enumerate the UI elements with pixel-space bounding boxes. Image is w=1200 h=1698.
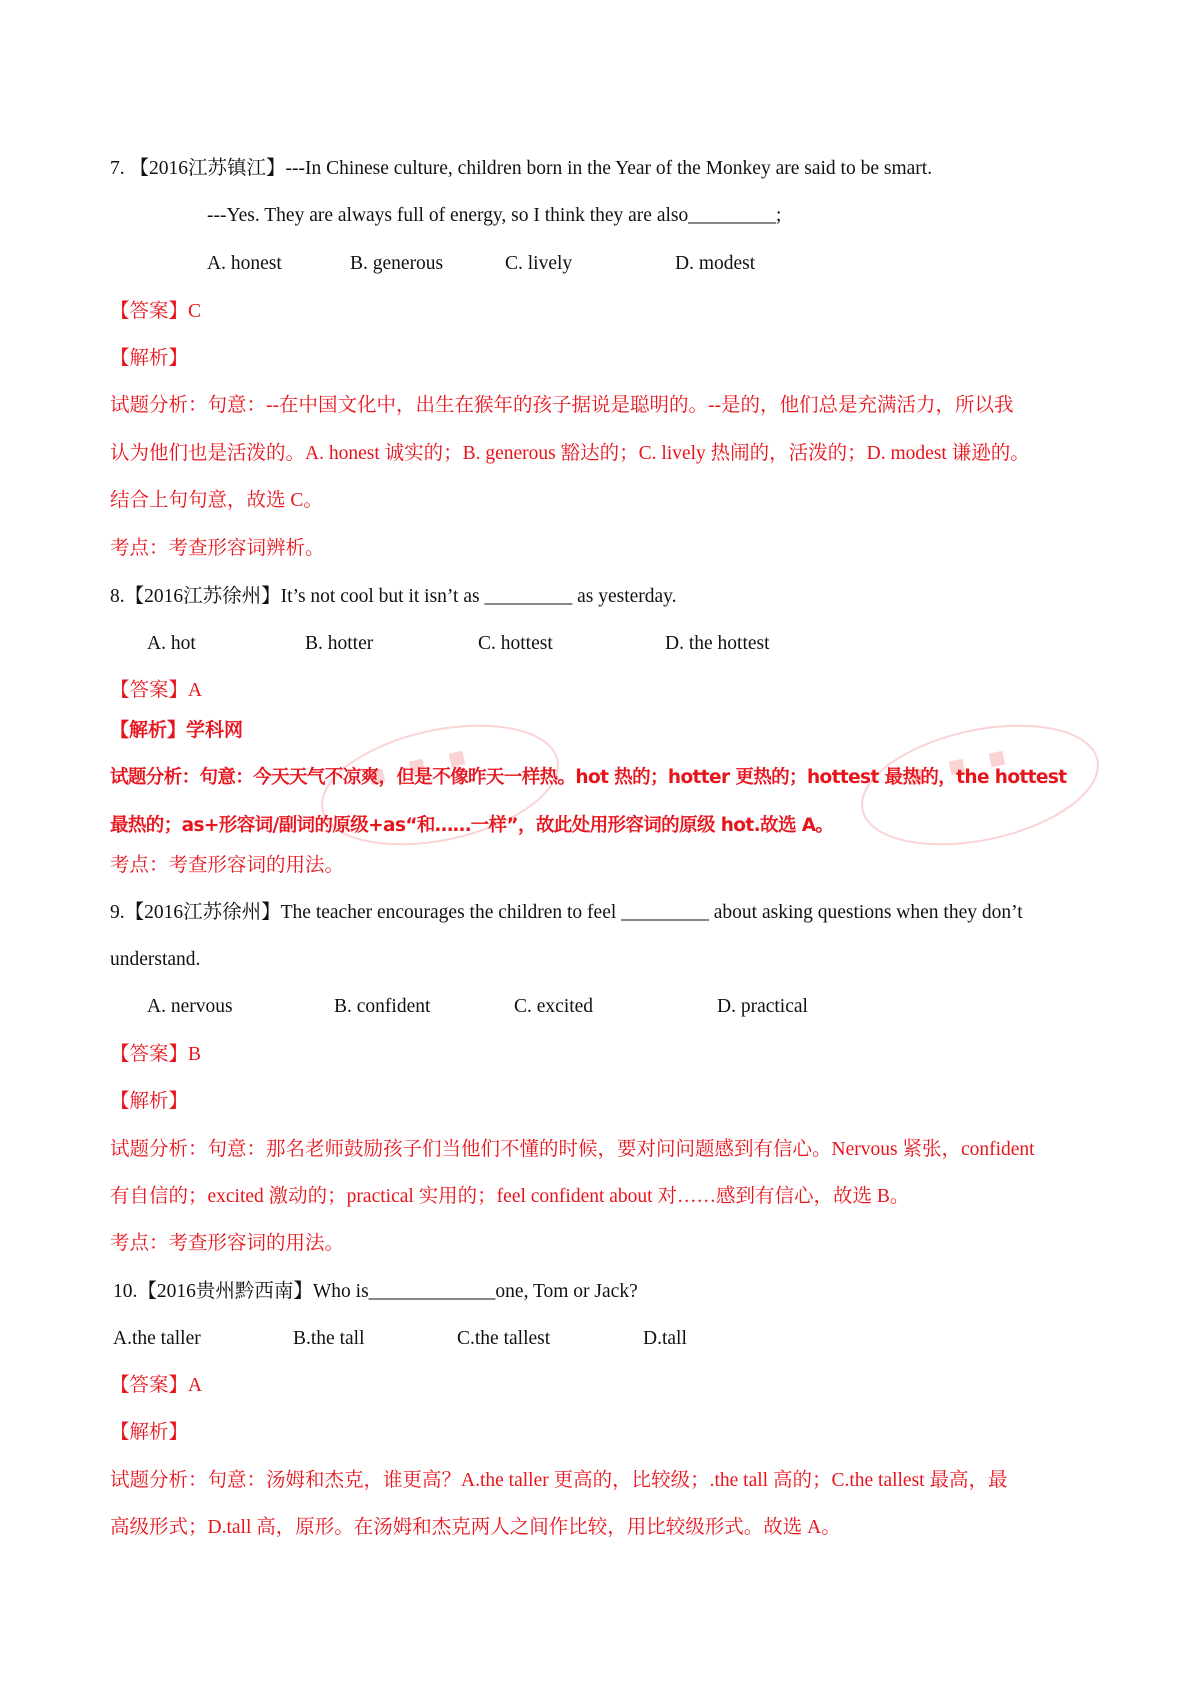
q7-analysis-label: 【解析】 <box>110 348 189 369</box>
q8-point: 考点：考查形容词的用法。 <box>110 855 345 876</box>
q7-option-a: A. honest <box>207 253 282 274</box>
q9-analysis-line-2: 有自信的；excited 激动的；practical 实用的；feel confident about 对……感到有信心，故选 B。 <box>110 1186 910 1207</box>
q8-options <box>0 631 1200 657</box>
q8-analysis-line-2: 最热的；as+形容词/副词的原级+as“和……一样”，故此处用形容词的原级 hot.故选 A。 <box>110 815 834 836</box>
q10-option-a: A.the taller <box>113 1328 201 1349</box>
q10-stem: 10.【2016贵州黔西南】Who is_____________one, Tom or Jack? <box>113 1281 638 1302</box>
q10-options <box>0 1326 1200 1352</box>
q9-point: 考点：考查形容词的用法。 <box>110 1233 345 1254</box>
q9-option-b: B. confident <box>334 996 431 1017</box>
q8-analysis-line-1: 试题分析：句意：今天天气不凉爽，但是不像昨天一样热。hot 热的；hotter 更热的；hottest 最热的，the hottest <box>110 767 1067 788</box>
q10-analysis-line-1: 试题分析：句意：汤姆和杰克，谁更高？A.the taller 更高的，比较级；.the tall 高的；C.the tallest 最高，最 <box>110 1470 1008 1491</box>
q9-stem: 9.【2016江苏徐州】The teacher encourages the children to feel _________ about asking questions when they don’t <box>110 902 1023 923</box>
q7-analysis-line-2: 认为他们也是活泼的。A. honest 诚实的；B. generous 豁达的；C. lively 热闹的，活泼的；D. modest 谦逊的。 <box>110 443 1030 464</box>
q8-stem: 8.【2016江苏徐州】It’s not cool but it isn’t as _________ as yesterday. <box>110 586 677 607</box>
q7-analysis-line-1: 试题分析：句意：--在中国文化中，出生在猴年的孩子据说是聪明的。--是的，他们总是充满活力，所以我 <box>110 395 1014 416</box>
q7-answer: 【答案】C <box>110 301 202 322</box>
q10-option-c: C.the tallest <box>457 1328 551 1349</box>
q9-option-a: A. nervous <box>147 996 233 1017</box>
q10-analysis-label: 【解析】 <box>110 1422 189 1443</box>
q9-analysis-label: 【解析】 <box>110 1091 189 1112</box>
q7-analysis-line-3: 结合上句句意，故选 C。 <box>110 490 323 511</box>
q8-option-d: D. the hottest <box>665 633 770 654</box>
q7-option-c: C. lively <box>505 253 573 274</box>
q7-option-b: B. generous <box>350 253 444 274</box>
q8-option-c: C. hottest <box>478 633 553 654</box>
q7-stem: 7. 【2016江苏镇江】---In Chinese culture, children born in the Year of the Monkey are said to be smart. <box>110 158 933 179</box>
q7-line2: ---Yes. They are always full of energy, so I think they are also_________; <box>207 205 782 226</box>
q10-analysis-line-2: 高级形式；D.tall 高，原形。在汤姆和杰克两人之间作比较，用比较级形式。故选 A。 <box>110 1517 841 1538</box>
q7-option-d: D. modest <box>675 253 756 274</box>
q9-analysis-line-1: 试题分析：句意：那名老师鼓励孩子们当他们不懂的时候，要对问问题感到有信心。Nervous 紧张，confident <box>110 1139 1035 1160</box>
q8-answer: 【答案】A <box>110 680 203 701</box>
q9-answer: 【答案】B <box>110 1044 202 1065</box>
q7-options <box>0 251 1200 277</box>
q8-analysis-label: 【解析】学科网 <box>110 719 244 741</box>
q8-option-a: A. hot <box>147 633 196 654</box>
q7-point: 考点：考查形容词辨析。 <box>110 538 325 559</box>
q9-option-c: C. excited <box>514 996 594 1017</box>
q9-options <box>0 994 1200 1020</box>
q8-option-b: B. hotter <box>305 633 374 654</box>
q10-option-d: D.tall <box>643 1328 687 1349</box>
q9-line2: understand. <box>110 949 201 970</box>
q9-option-d: D. practical <box>717 996 808 1017</box>
q10-answer: 【答案】A <box>110 1375 203 1396</box>
q10-option-b: B.the tall <box>293 1328 365 1349</box>
